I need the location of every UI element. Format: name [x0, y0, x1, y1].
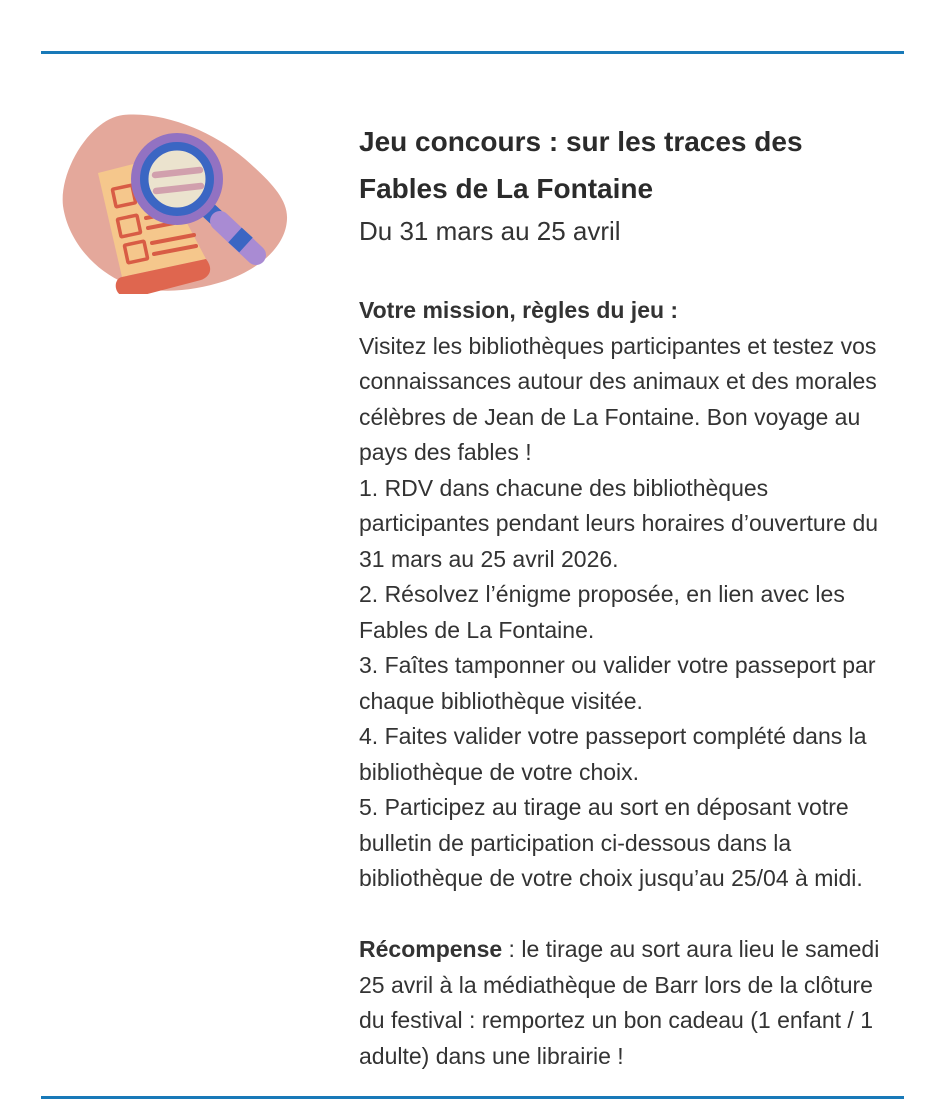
- mission-line: 4. Faites valider votre passeport complété dans la bibliothèque de votre choix.: [359, 723, 867, 785]
- checklist-magnifier-illustration: [60, 111, 289, 294]
- mission-line: 1. RDV dans chacune des bibliothèques participantes pendant leurs horaires d’ouverture du 31 mars au 25 avril 2026.: [359, 474, 879, 572]
- article-title: Jeu concours : sur les traces des Fables de La Fontaine: [359, 126, 803, 204]
- reward-label: Récompense: [359, 936, 503, 962]
- article: [359, 118, 893, 1074]
- article-subtitle: Du 31 mars au 25 avril: [359, 216, 621, 246]
- reward-text: : le tirage au sort aura lieu le samedi 25 avril à la médiathèque de Barr lors de la clôture du festival : remportez un bon cadeau (1 enfant / 1 adulte) dans une librairie !: [359, 936, 880, 1069]
- mission-line: 2. Résolvez l’énigme proposée, en lien avec les Fables de La Fontaine.: [359, 581, 845, 643]
- mission-line: 3. Faîtes tamponner ou valider votre passeport par chaque bibliothèque visitée.: [359, 652, 876, 714]
- mission-heading: Votre mission, règles du jeu :: [359, 297, 679, 323]
- reward-paragraph: [359, 932, 893, 1074]
- mission-line: 5. Participez au tirage au sort en déposant votre bulletin de participation ci-dessous dans la bibliothèque de votre choix jusqu’au 25/04 à midi.: [359, 794, 863, 891]
- mission-lines: [359, 329, 893, 897]
- mission-line: Visitez les bibliothèques participantes et testez vos connaissances autour des animaux et des morales célèbres de Jean de La Fontaine. Bon voyage au pays des fables !: [359, 332, 877, 465]
- magnifier-handle-band: [235, 235, 246, 245]
- top-divider: [41, 51, 904, 54]
- mission-section: [359, 293, 893, 897]
